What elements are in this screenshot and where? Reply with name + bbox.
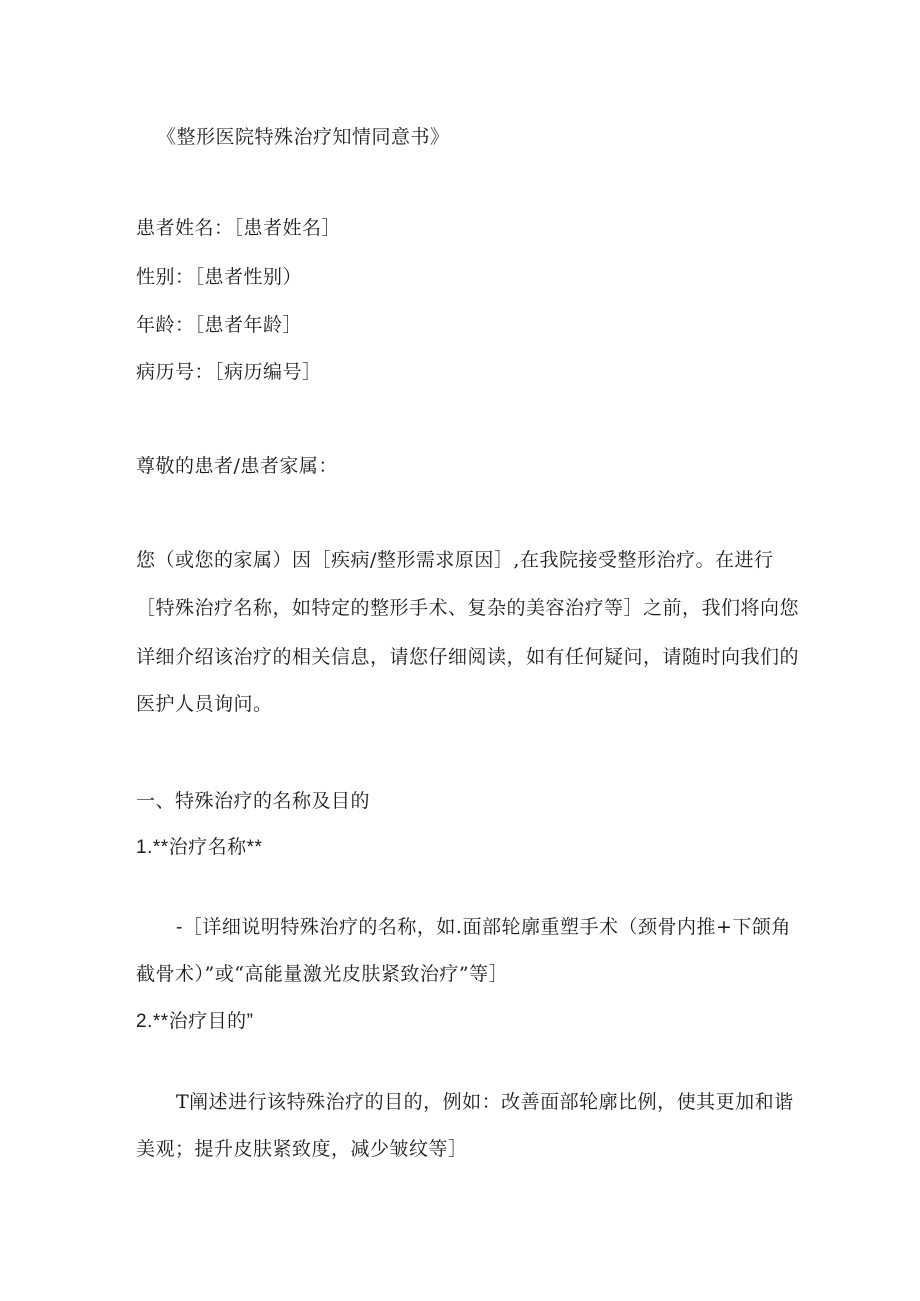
- item-title-treatment-name: 1.**治疗名称**: [136, 837, 263, 858]
- intro-line: ［特殊治疗名称，如特定的整形手术、复杂的美容治疗等］之前，我们将向您: [136, 597, 800, 619]
- item-description-line: 美观；提升皮肤紧致度，减少皱纹等］: [136, 1138, 468, 1160]
- document-title: 《整形医院特殊治疗知情同意书》: [157, 126, 450, 148]
- item-description-line: T阐述进行该特殊治疗的目的，例如：改善面部轮廓比例，使其更加和谐: [176, 1091, 794, 1113]
- item-description-line: 截骨术）”或“高能量激光皮肤紧致治疗”等］: [136, 963, 509, 985]
- patient-age-field: 年龄：［患者年龄］: [136, 314, 303, 336]
- intro-line: 您（或您的家属）因［疾病/整形需求原因］,在我院接受整形治疗。在进行: [136, 549, 774, 571]
- salutation: 尊敬的患者/患者家属：: [136, 455, 338, 477]
- patient-name-field: 患者姓名：［患者姓名］: [136, 217, 342, 239]
- item-title-treatment-purpose: 2.**治疗目的”: [136, 1011, 254, 1032]
- medical-record-number-field: 病历号：［病历编号］: [136, 361, 322, 383]
- intro-line: 详细介绍该治疗的相关信息，请您仔细阅读，如有任何疑问，请随时向我们的: [136, 646, 800, 668]
- item-description-line: -［详细说明特殊治疗的名称，如.面部轮廓重塑手术（颈骨内推+下颌角: [176, 916, 791, 938]
- section-heading: 一、特殊治疗的名称及目的: [136, 790, 371, 812]
- intro-line: 医护人员询问。: [136, 693, 273, 715]
- patient-gender-field: 性别：［患者性别）: [136, 266, 303, 288]
